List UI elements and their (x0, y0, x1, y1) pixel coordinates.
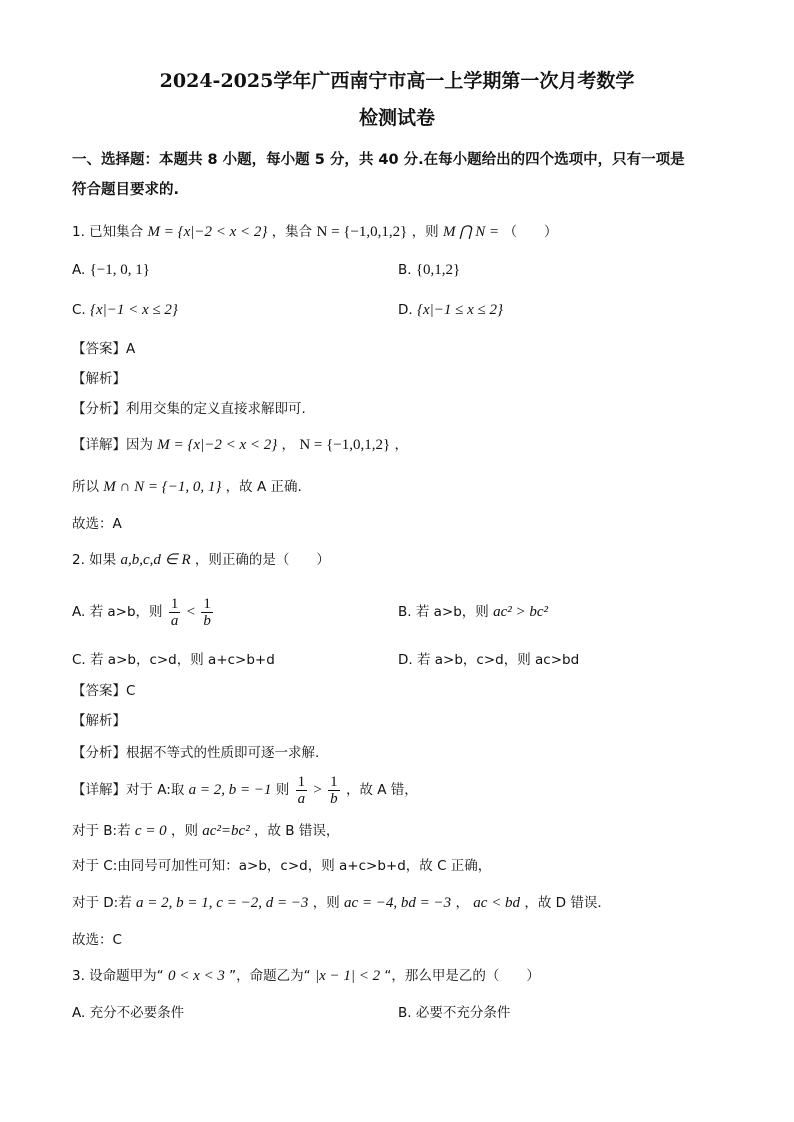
q1-answer: 【答案】A (72, 341, 136, 357)
document-title-line2: 检测试卷 (358, 107, 435, 129)
option-label: D. (398, 302, 413, 318)
q1-detail-n: N = {−1,0,1,2} (299, 437, 391, 453)
fraction (169, 596, 181, 629)
q1-option-a (72, 260, 150, 280)
q3-stem-text: “，那么甲是乙的（ ） (384, 968, 540, 984)
q1-stem-text: 1. 已知集合 (72, 224, 144, 240)
detail-text: ， (455, 895, 469, 911)
q3-stem-text: 3. 设命题甲为“ (72, 968, 164, 984)
q1-fenxi: 【分析】利用交集的定义直接求解即可. (72, 401, 306, 417)
denominator: b (330, 790, 338, 807)
detail-expr: c = 0 (134, 823, 167, 839)
q1-detail-text: ， (394, 437, 409, 453)
detail-text: ，故 D 错误. (524, 895, 602, 911)
fraction (201, 596, 213, 629)
q3-option-b: B. 必要不充分条件 (398, 1005, 511, 1021)
q1-conclusion-text: 所以 (72, 479, 99, 495)
q2-analysis: 【解析】 (72, 713, 126, 729)
q2-detail-c: 对于 C:由同号可加性可知：a>b，c>d，则 a+c>b+d，故 C 正确， (72, 858, 492, 874)
q2-option-d: D. 若 a>b，c>d，则 ac>bd (398, 652, 580, 668)
detail-expr: ac < bd (473, 895, 521, 911)
q1-set-n: N = {−1,0,1,2} (316, 224, 408, 240)
detail-expr: ac²=bc² (202, 823, 250, 839)
q2-detail-d (72, 893, 602, 913)
option-value: {−1, 0, 1} (89, 262, 150, 278)
option-text: B. 若 a>b，则 (398, 604, 489, 620)
q1-set-m: M = {x|−2 < x < 2} (147, 224, 268, 240)
detail-text: 【详解】对于 A:取 (72, 782, 185, 798)
q2-detail-a (72, 772, 418, 808)
fraction (328, 774, 340, 807)
detail-text: ，则 (170, 823, 198, 839)
q3-stem-text: ”，命题乙为“ (229, 968, 311, 984)
q1-option-d (398, 300, 503, 320)
denominator: b (203, 612, 211, 629)
option-value: {x|−1 ≤ x ≤ 2} (416, 302, 504, 318)
detail-text: ，则 (312, 895, 340, 911)
numerator: 1 (203, 595, 211, 612)
option-text: A. 若 a>b，则 (72, 604, 163, 620)
q2-option-a (72, 594, 215, 630)
less-than: < (186, 604, 196, 620)
q1-conclusion (72, 477, 302, 497)
option-value: {x|−1 < x ≤ 2} (90, 302, 178, 318)
q1-intersection: M ⋂ N = (442, 224, 500, 240)
detail-expr: ac = −4, bd = −3 (344, 895, 452, 911)
q2-stem-text: ，则正确的是（ ） (194, 552, 330, 568)
q1-conclusion-expr: M ∩ N = {−1, 0, 1} (103, 479, 222, 495)
q3-stem-expr: |x − 1| < 2 (314, 968, 381, 984)
q1-detail-text: 【详解】因为 (72, 437, 153, 453)
q1-stem-text: ，则 (411, 224, 439, 240)
q2-detail-b (72, 821, 339, 841)
q3-stem (72, 966, 540, 986)
option-expr: ac² > bc² (493, 604, 549, 620)
q1-stem-text: （ ） (503, 224, 558, 240)
q1-detail-text: ， (281, 437, 296, 453)
q1-detail-m: M = {x|−2 < x < 2} (157, 437, 278, 453)
section-heading-line2: 符合题目要求的. (72, 182, 180, 198)
q1-stem-text: ，集合 (271, 224, 313, 240)
q3-option-a: A. 充分不必要条件 (72, 1005, 185, 1021)
q1-detail (72, 435, 408, 455)
option-label: B. (398, 262, 412, 278)
q1-option-b (398, 260, 460, 280)
numerator: 1 (330, 773, 338, 790)
section-heading-line1: 一、选择题：本题共 8 小题，每小题 5 分，共 40 分.在每小题给出的四个选项中，只有一项是 (72, 152, 685, 168)
q2-fenxi: 【分析】根据不等式的性质即可逐一求解. (72, 745, 320, 761)
q2-stem-text: 2. 如果 (72, 552, 117, 568)
q1-option-c (72, 300, 178, 320)
document-title-line1: 2024-2025学年广西南宁市高一上学期第一次月考数学 (159, 70, 635, 92)
detail-expr: a = 2, b = 1, c = −2, d = −3 (136, 895, 309, 911)
numerator: 1 (297, 773, 306, 790)
q2-answer: 【答案】C (72, 683, 136, 699)
q3-stem-expr: 0 < x < 3 (167, 968, 225, 984)
q2-choice: 故选：C (72, 932, 122, 948)
numerator: 1 (170, 595, 179, 612)
option-value: {0,1,2} (415, 262, 461, 278)
detail-text: 则 (275, 782, 290, 798)
q1-choice: 故选：A (72, 516, 122, 532)
q1-analysis: 【解析】 (72, 371, 126, 387)
q2-option-c: C. 若 a>b，c>d，则 a+c>b+d (72, 652, 275, 668)
detail-text: ，故 B 错误， (254, 823, 340, 839)
detail-text: ，故 A 错， (345, 782, 418, 798)
denominator: a (170, 612, 179, 629)
option-label: A. (72, 262, 86, 278)
q1-conclusion-text: ，故 A 正确. (225, 479, 302, 495)
fraction (296, 774, 308, 807)
detail-expr: a = 2, b = −1 (188, 782, 272, 798)
detail-text: 对于 D:若 (72, 895, 132, 911)
q2-stem (72, 550, 330, 570)
q1-stem (72, 222, 557, 242)
q2-stem-expr: a,b,c,d ∈ R (120, 552, 191, 568)
detail-text: 对于 B:若 (72, 823, 131, 839)
q2-option-b (398, 602, 548, 622)
option-label: C. (72, 302, 86, 318)
denominator: a (297, 790, 306, 807)
greater-than: > (313, 782, 322, 798)
